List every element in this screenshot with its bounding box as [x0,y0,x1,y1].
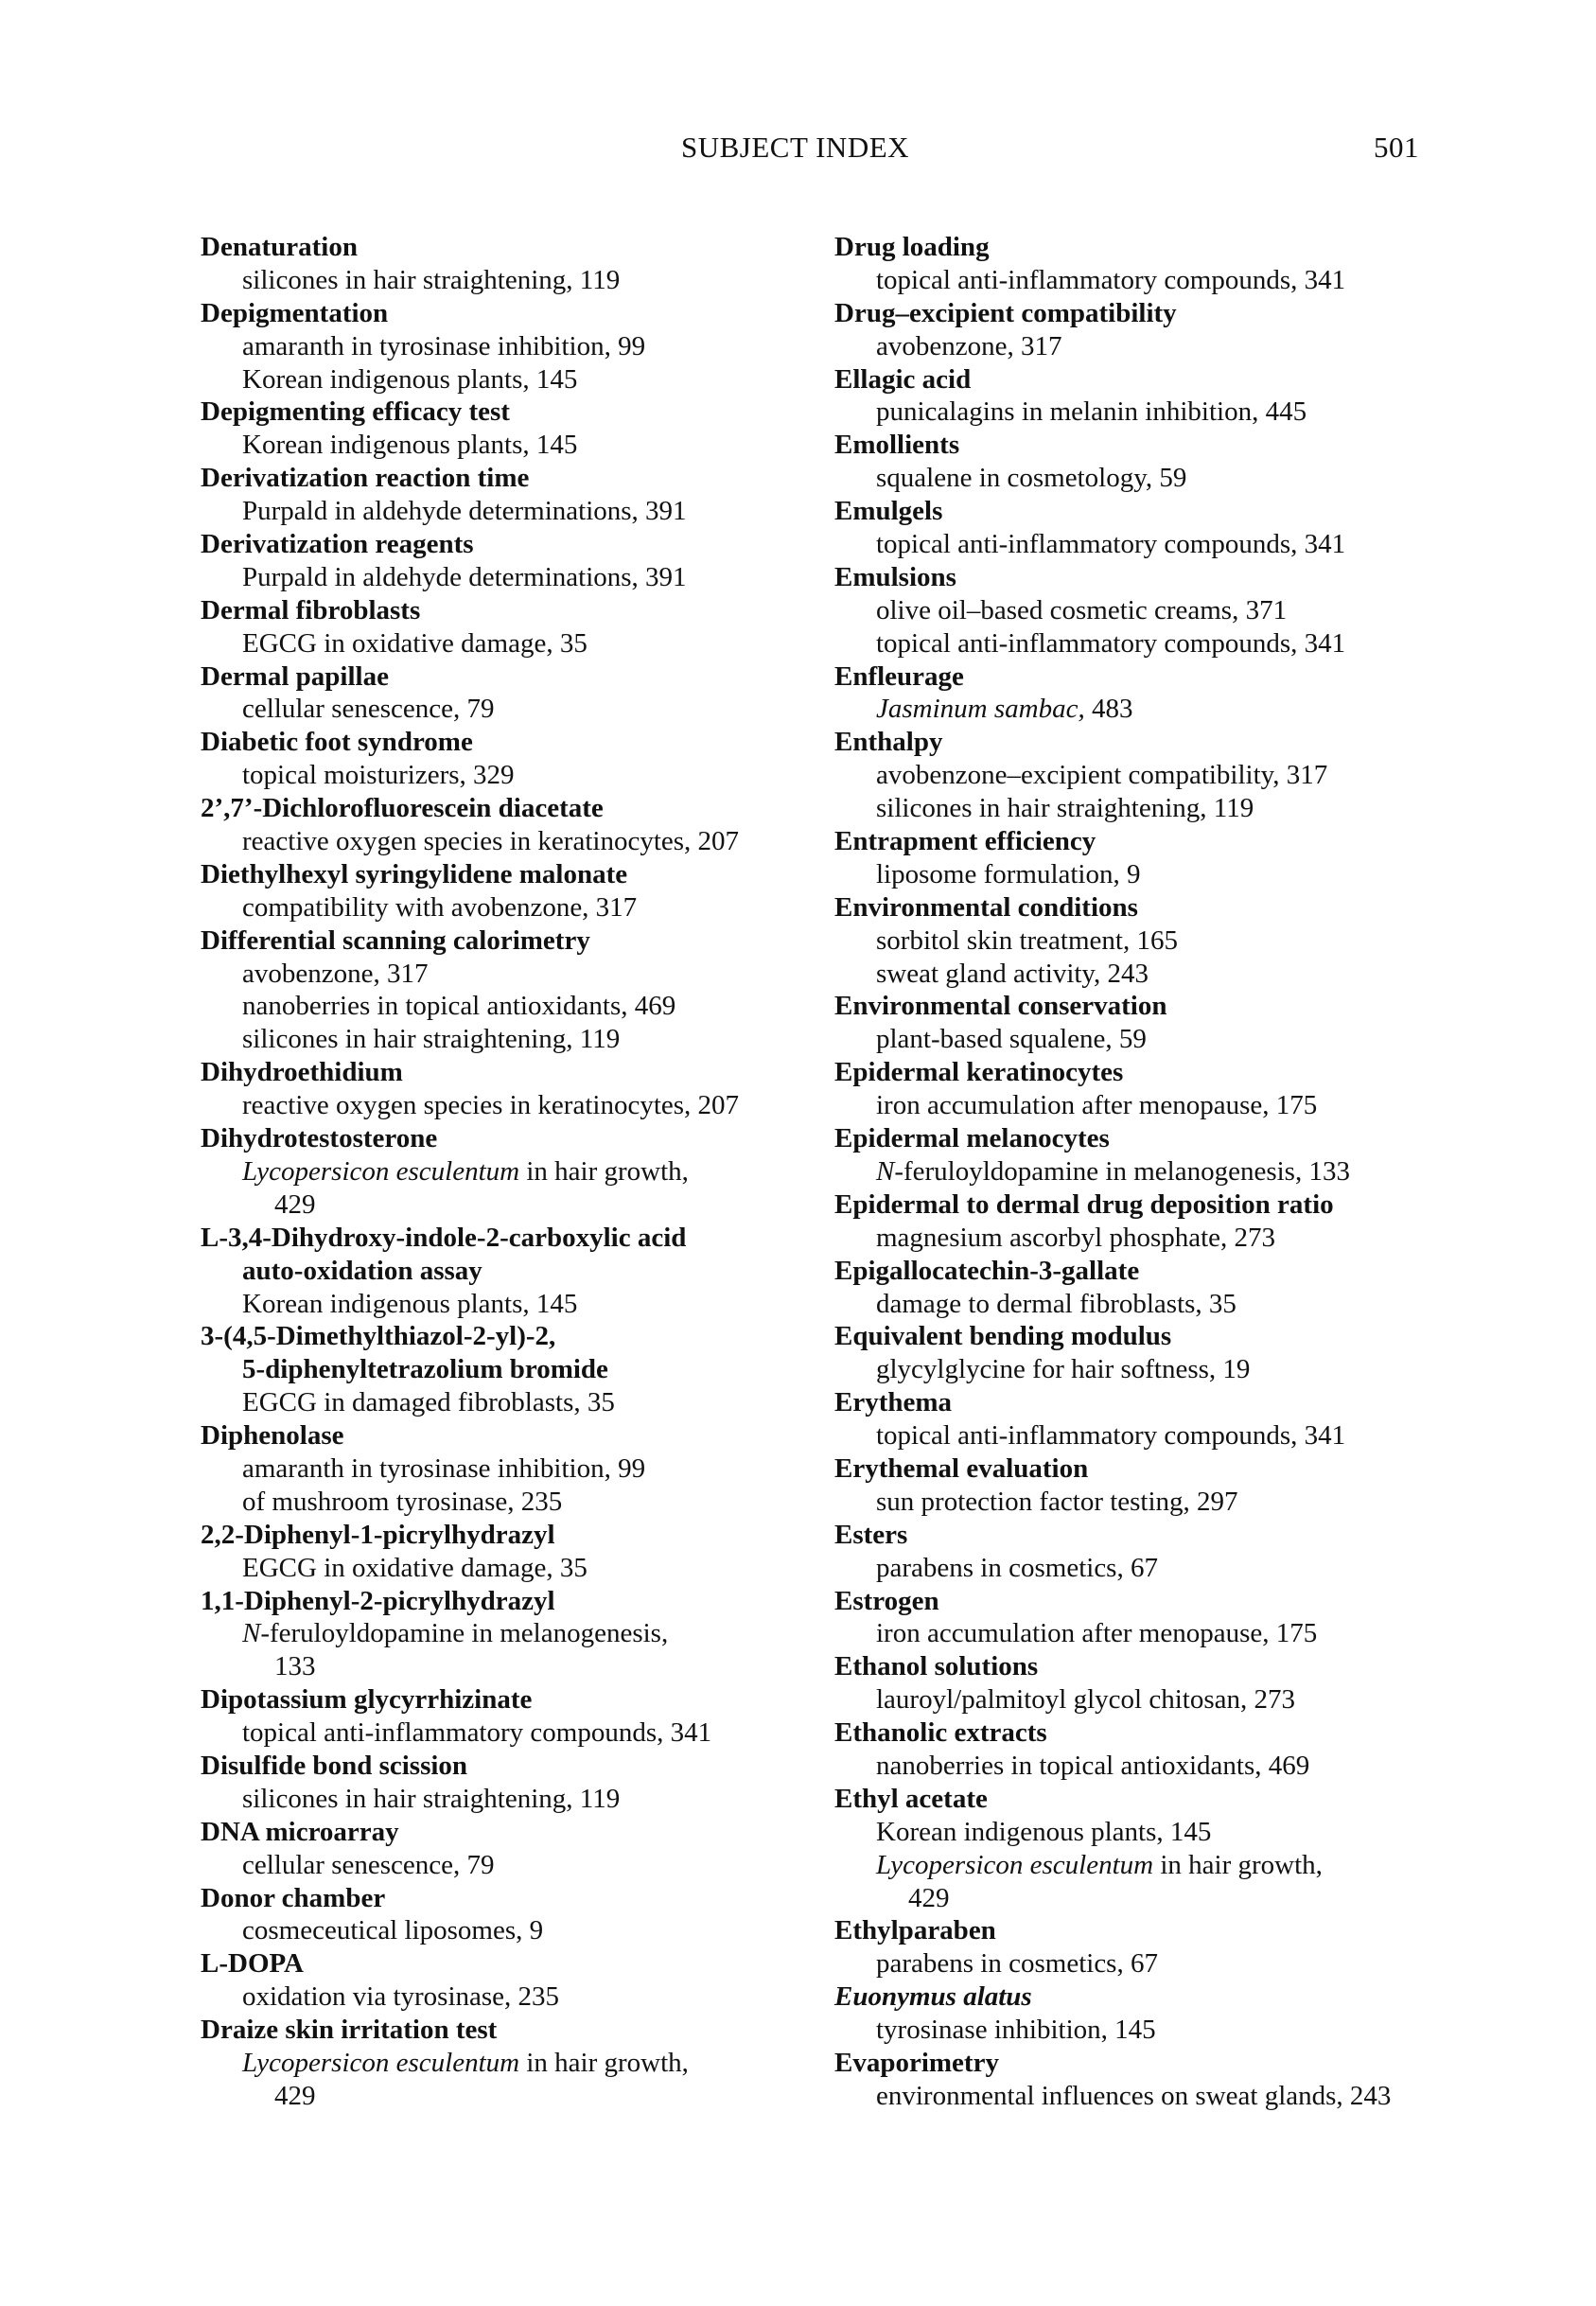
entry-text: topical anti-inflammatory compounds, 341 [876,627,1346,659]
entry-text: 429 [274,2080,316,2111]
entry-text: Dihydroethidium [201,1057,403,1088]
index-subentry [201,1914,806,1947]
index-heading [201,462,806,495]
index-subentry [834,627,1440,660]
index-heading [201,1816,806,1849]
index-heading [201,1122,806,1155]
index-subentry [201,891,806,924]
index-subentry [834,693,1440,726]
entry-text: topical anti-inflammatory compounds, 341 [242,1717,712,1749]
entry-text: Depigmenting efficacy test [201,396,510,428]
index-subentry [201,693,806,726]
index-heading [201,726,806,759]
index-subentry [834,264,1440,297]
entry-text: silicones in hair straightening, 119 [242,1024,621,1055]
entry-text: Korean indigenous plants, 145 [242,430,578,461]
index-heading [201,660,806,694]
entry-text: Erythemal evaluation [834,1452,1089,1484]
index-heading [201,1320,806,1353]
index-subentry [201,363,806,396]
entry-text: in hair growth, [1153,1849,1323,1880]
index-heading [201,297,806,330]
entry-text: liposome formulation, 9 [876,858,1141,889]
entry-text: 2,2-Diphenyl-1-picrylhydrazyl [201,1519,555,1550]
entry-text: magnesium ascorbyl phosphate, 273 [876,1222,1276,1253]
entry-text: EGCG in damaged fibroblasts, 35 [242,1387,615,1418]
index-heading-continuation [201,1353,806,1386]
index-heading [834,1650,1440,1683]
index-subentry [201,1023,806,1056]
index-heading [834,1519,1440,1552]
entry-text: sorbitol skin treatment, 165 [876,924,1178,956]
index-subentry [834,1419,1440,1452]
entry-text: Evaporimetry [834,2047,999,2078]
index-subentry [201,1617,806,1650]
entry-text: oxidation via tyrosinase, 235 [242,1981,560,2013]
index-subentry [201,1386,806,1419]
index-heading [834,1255,1440,1288]
index-subentry [834,1486,1440,1519]
index-subentry [201,990,806,1023]
entry-text: -feruloyldopamine in melanogenesis, 133 [894,1155,1350,1187]
entry-text: sweat gland activity, 243 [876,958,1149,989]
index-heading [201,1519,806,1552]
index-subentry [834,1288,1440,1321]
index-heading [834,1783,1440,1816]
entry-text: EGCG in oxidative damage, 35 [242,1552,588,1583]
entry-text: Differential scanning calorimetry [201,924,590,956]
entry-text: Equivalent bending modulus [834,1321,1172,1352]
entry-text: glycylglycine for hair softness, 19 [876,1354,1251,1385]
entry-text: environmental influences on sweat glands, 243 [876,2080,1392,2111]
entry-text: compatibility with avobenzone, 317 [242,891,638,923]
entry-text: Ethylparaben [834,1915,996,1946]
entry-text: parabens in cosmetics, 67 [876,1948,1158,1980]
entry-text: reactive oxygen species in keratinocytes, 207 [242,1090,740,1121]
entry-text: 1,1-Diphenyl-2-picrylhydrazyl [201,1585,555,1616]
entry-text: Enthalpy [834,727,943,758]
index-subentry-continuation [834,1882,1440,1915]
index-heading [834,2047,1440,2080]
index-heading [201,858,806,891]
entry-text: DNA microarray [201,1816,399,1847]
entry-text: Dihydrotestosterone [201,1123,438,1154]
index-subentry [201,627,806,660]
entry-text: 133 [274,1651,316,1682]
entry-text: topical anti-inflammatory compounds, 341 [876,1420,1346,1452]
entry-text: Disulfide bond scission [201,1750,468,1781]
index-heading [834,1122,1440,1155]
index-subentry [834,2014,1440,2047]
index-heading [201,1222,806,1255]
index-heading [201,1947,806,1980]
index-subentry [201,330,806,363]
entry-text: L-3,4-Dihydroxy-indole-2-carboxylic acid [201,1222,687,1253]
entry-text: iron accumulation after menopause, 175 [876,1618,1318,1649]
index-subentry-continuation [201,1188,806,1222]
index-subentry [834,1222,1440,1255]
entry-text: silicones in hair straightening, 119 [242,1783,621,1814]
index-subentry [201,1155,806,1188]
index-subentry [834,1155,1440,1188]
right-index-column [834,231,1440,2113]
index-subentry [834,759,1440,792]
entry-text: Korean indigenous plants, 145 [242,363,578,395]
index-subentry [201,1980,806,2014]
index-heading [201,924,806,958]
index-heading [201,231,806,264]
index-heading [834,1386,1440,1419]
entry-text: cosmeceutical liposomes, 9 [242,1915,544,1946]
index-subentry [834,1617,1440,1650]
entry-text: Estrogen [834,1585,939,1616]
entry-text: Ethanolic extracts [834,1717,1047,1749]
index-subentry [834,1683,1440,1716]
entry-text: EGCG in oxidative damage, 35 [242,627,588,659]
entry-text: amaranth in tyrosinase inhibition, 99 [242,1452,646,1484]
index-subentry [834,958,1440,991]
entry-text: Epidermal to dermal drug deposition ratio [834,1188,1334,1220]
entry-text: topical anti-inflammatory compounds, 341 [876,529,1346,560]
index-heading [834,1716,1440,1750]
entry-text: Dipotassium glycyrrhizinate [201,1684,533,1716]
entry-text: Environmental conservation [834,991,1167,1022]
running-head [0,131,1596,168]
entry-text: iron accumulation after menopause, 175 [876,1090,1318,1121]
index-heading [834,1914,1440,1947]
entry-text: in hair growth, [519,2047,689,2078]
entry-text: Epigallocatechin-3-gallate [834,1255,1140,1286]
entry-text: Ellagic acid [834,363,972,395]
entry-text: Epidermal keratinocytes [834,1057,1124,1088]
entry-text: Diabetic foot syndrome [201,727,473,758]
index-subentry [201,495,806,528]
entry-text: 483 [1084,694,1133,725]
entry-text: avobenzone, 317 [876,330,1062,361]
index-heading [834,1320,1440,1353]
entry-text: olive oil–based cosmetic creams, 371 [876,594,1288,625]
entry-text: 5-diphenyltetrazolium bromide [242,1354,608,1385]
index-subentry [834,1849,1440,1882]
entry-text: amaranth in tyrosinase inhibition, 99 [242,330,646,361]
index-heading [834,297,1440,330]
entry-text: reactive oxygen species in keratinocytes, 207 [242,826,740,857]
entry-text: Dermal papillae [201,660,389,692]
index-subentry [201,561,806,594]
entry-text: Ethyl acetate [834,1783,988,1814]
entry-text: Erythema [834,1387,953,1418]
index-subentry [201,1783,806,1816]
entry-text: Depigmentation [201,297,389,328]
entry-text: topical anti-inflammatory compounds, 341 [876,264,1346,295]
index-heading [834,1188,1440,1222]
entry-text: Purpald in aldehyde determinations, 391 [242,496,687,527]
italic-term: N [242,1618,261,1649]
entry-text: Emulgels [834,496,943,527]
index-subentry [201,1486,806,1519]
italic-term: Jasminum sambac, [876,694,1085,725]
index-heading [201,528,806,561]
index-subentry [201,825,806,858]
index-heading-continuation [201,1255,806,1288]
entry-text: Environmental conditions [834,891,1138,923]
index-heading [834,363,1440,396]
entry-text: sun protection factor testing, 297 [876,1486,1238,1517]
index-heading [834,429,1440,462]
index-subentry-continuation [201,2080,806,2113]
entry-text: silicones in hair straightening, 119 [876,793,1254,824]
italic-term: Lycopersicon esculentum [242,2047,520,2078]
index-heading [834,990,1440,1023]
entry-text: of mushroom tyrosinase, 235 [242,1486,563,1517]
entry-text: L-DOPA [201,1948,305,1980]
index-subentry [201,2047,806,2080]
entry-text: damage to dermal fibroblasts, 35 [876,1288,1236,1319]
index-heading [201,792,806,825]
index-subentry [834,1816,1440,1849]
entry-text: Korean indigenous plants, 145 [242,1288,578,1319]
index-subentry [201,1716,806,1750]
index-subentry [201,1552,806,1585]
entry-text: Euonymus alatus [834,1981,1032,2013]
entry-text: nanoberries in topical antioxidants, 469 [242,991,676,1022]
entry-text: Draize skin irritation test [201,2015,498,2046]
index-subentry [834,1750,1440,1783]
entry-text: Drug–excipient compatibility [834,297,1177,328]
entry-text: Emulsions [834,561,956,592]
index-subentry [201,759,806,792]
index-subentry [834,594,1440,627]
entry-text: 429 [274,1188,316,1220]
entry-text: cellular senescence, 79 [242,1849,495,1880]
entry-text: Ethanol solutions [834,1651,1039,1682]
index-subentry [834,528,1440,561]
entry-text: avobenzone–excipient compatibility, 317 [876,760,1328,791]
entry-text: Denaturation [201,232,358,262]
index-heading [834,891,1440,924]
index-subentry [834,1947,1440,1980]
index-heading [834,1056,1440,1089]
entry-text: nanoberries in topical antioxidants, 469 [876,1750,1310,1781]
entry-text: lauroyl/palmitoyl glycol chitosan, 273 [876,1684,1295,1716]
entry-text: Purpald in aldehyde determinations, 391 [242,561,687,592]
index-heading [834,561,1440,594]
index-heading [834,726,1440,759]
index-subentry [834,330,1440,363]
entry-text: -feruloyldopamine in melanogenesis, [260,1618,669,1649]
entry-text: Dermal fibroblasts [201,594,421,625]
running-head-title: SUBJECT INDEX [681,131,910,164]
entry-text: tyrosinase inhibition, 145 [876,2015,1156,2046]
index-subentry [201,1288,806,1321]
entry-text: Emollients [834,430,960,461]
index-subentry [201,1452,806,1486]
italic-term: Lycopersicon esculentum [876,1849,1154,1880]
entry-text: Derivatization reagents [201,529,474,560]
index-heading [201,2014,806,2047]
index-subentry [201,429,806,462]
entry-text: avobenzone, 317 [242,958,429,989]
index-heading [834,231,1440,264]
index-subentry [201,1089,806,1122]
index-subentry-continuation [201,1650,806,1683]
index-heading [201,1882,806,1915]
entry-text: Diphenolase [201,1420,344,1452]
entry-text: Diethylhexyl syringylidene malonate [201,858,628,889]
entry-text: squalene in cosmetology, 59 [876,463,1187,494]
index-heading [201,1683,806,1716]
index-heading [834,1980,1440,2014]
index-subentry [834,2080,1440,2113]
entry-text: Korean indigenous plants, 145 [876,1816,1212,1847]
index-subentry [834,396,1440,429]
index-subentry [834,858,1440,891]
entry-text: Entrapment efficiency [834,826,1096,857]
index-heading [834,660,1440,694]
entry-text: punicalagins in melanin inhibition, 445 [876,396,1307,428]
entry-text: Esters [834,1519,908,1550]
entry-text: Drug loading [834,232,990,262]
page-number: 501 [1374,131,1419,164]
index-heading [834,1585,1440,1618]
index-heading [201,1585,806,1618]
index-subentry [834,1023,1440,1056]
entry-text: parabens in cosmetics, 67 [876,1552,1158,1583]
entry-text: silicones in hair straightening, 119 [242,264,621,295]
index-heading [201,1056,806,1089]
index-heading [201,1419,806,1452]
index-subentry [201,1849,806,1882]
entry-text: plant-based squalene, 59 [876,1024,1147,1055]
entry-text: 2’,7’-Dichlorofluorescein diacetate [201,793,604,824]
index-subentry [834,1552,1440,1585]
index-heading [201,594,806,627]
entry-text: Epidermal melanocytes [834,1123,1110,1154]
index-subentry [834,924,1440,958]
left-index-column [201,231,806,2113]
index-heading [201,1750,806,1783]
entry-text: Derivatization reaction time [201,463,530,494]
entry-text: 429 [908,1882,950,1913]
entry-text: 3-(4,5-Dimethylthiazol-2-yl)-2, [201,1321,556,1352]
index-subentry [834,1353,1440,1386]
index-subentry [201,958,806,991]
entry-text: topical moisturizers, 329 [242,760,515,791]
index-heading [834,495,1440,528]
index-subentry [834,462,1440,495]
entry-text: in hair growth, [519,1155,689,1187]
italic-term: Lycopersicon esculentum [242,1155,520,1187]
entry-text: auto-oxidation assay [242,1255,482,1286]
entry-text: cellular senescence, 79 [242,694,495,725]
index-heading [834,1452,1440,1486]
index-subentry [201,264,806,297]
entry-text: Enfleurage [834,660,964,692]
index-heading [834,825,1440,858]
entry-text: Donor chamber [201,1882,386,1913]
index-subentry [834,792,1440,825]
index-heading [201,396,806,429]
italic-term: N [876,1155,895,1187]
index-subentry [834,1089,1440,1122]
